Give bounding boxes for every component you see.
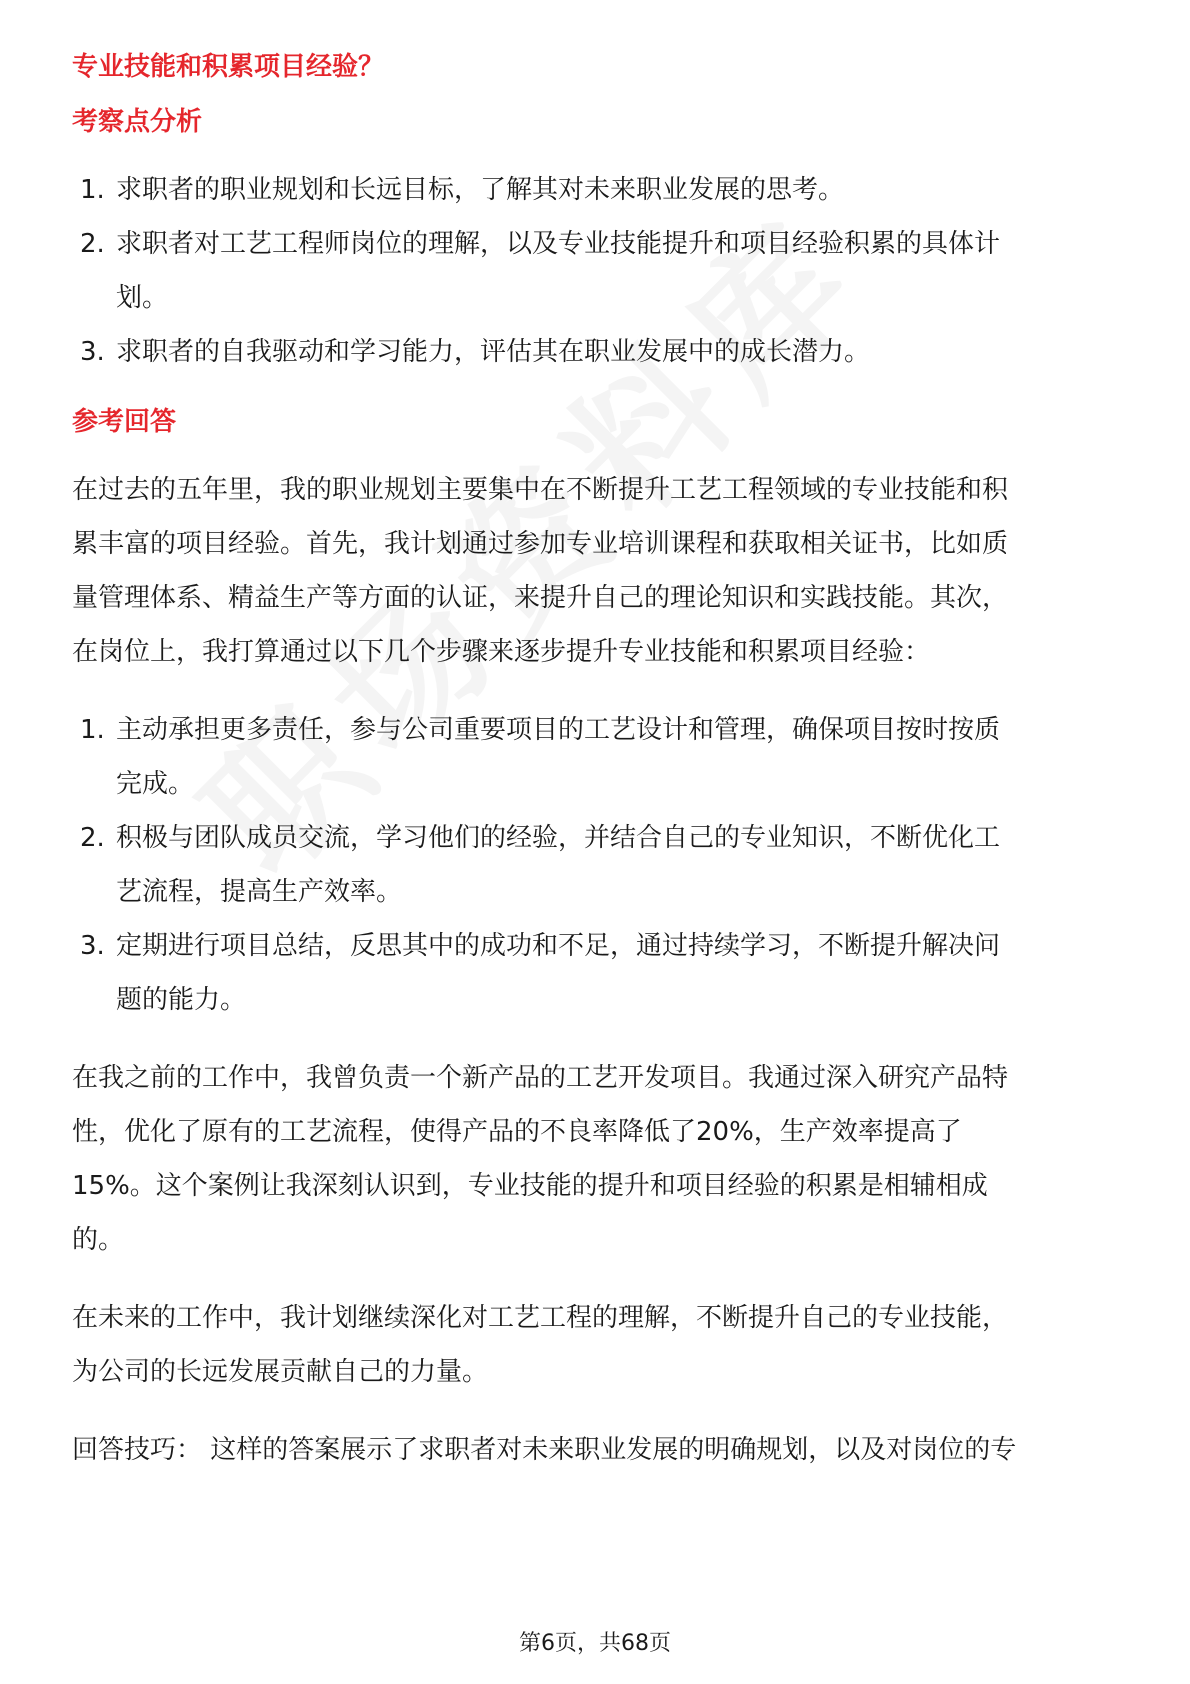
list-item-text: 完成。 — [116, 769, 195, 799]
paragraph-line: 回答技巧： 这样的答案展示了求职者对未来职业发展的明确规划，以及对岗位的专 — [72, 1435, 1017, 1465]
list-item-text: 定期进行项目总结，反思其中的成功和不足，通过持续学习，不断提升解决问 — [116, 931, 1001, 961]
list-item-text: 求职者对工艺工程师岗位的理解，以及专业技能提升和项目经验积累的具体计 — [116, 229, 1001, 259]
paragraph-line: 的。 — [72, 1225, 125, 1255]
paragraph-line: 15%。这个案例让我深刻认识到，专业技能的提升和项目经验的积累是相辅相成 — [72, 1171, 988, 1201]
paragraph-line: 为公司的长远发展贡献自己的力量。 — [72, 1357, 489, 1387]
paragraph-line: 在岗位上，我打算通过以下几个步骤来逐步提升专业技能和积累项目经验： — [72, 637, 931, 667]
paragraph-line: 在未来的工作中，我计划继续深化对工艺工程的理解，不断提升自己的专业技能， — [72, 1303, 1009, 1333]
list-item-text: 求职者的职业规划和长远目标，了解其对未来职业发展的思考。 — [116, 175, 845, 205]
paragraph-line: 在我之前的工作中，我曾负责一个新产品的工艺开发项目。我通过深入研究产品特 — [72, 1063, 1009, 1093]
section-heading-answer: 参考回答 — [72, 407, 177, 437]
list-item-text: 艺流程，提高生产效率。 — [116, 877, 403, 907]
question-heading: 专业技能和积累项目经验？ — [72, 52, 385, 82]
paragraph-line: 性，优化了原有的工艺流程，使得产品的不良率降低了20%，生产效率提高了 — [72, 1117, 962, 1147]
list-item-number: 1. — [80, 175, 105, 205]
paragraph-line: 量管理体系、精益生产等方面的认证，来提升自己的理论知识和实践技能。其次， — [72, 583, 1009, 613]
section-heading-analysis: 考察点分析 — [72, 107, 203, 137]
list-item-text: 划。 — [116, 283, 169, 313]
list-item-number: 2. — [80, 823, 105, 853]
list-item-text: 求职者的自我驱动和学习能力，评估其在职业发展中的成长潜力。 — [116, 337, 871, 367]
list-item-number: 3. — [80, 931, 105, 961]
page-footer: 第6页，共68页 — [519, 1631, 671, 1656]
list-item-text: 积极与团队成员交流，学习他们的经验，并结合自己的专业知识，不断优化工 — [116, 823, 1001, 853]
list-item-number: 2. — [80, 229, 105, 259]
list-item-number: 3. — [80, 337, 105, 367]
list-item-text: 题的能力。 — [116, 985, 247, 1015]
list-item-text: 主动承担更多责任，参与公司重要项目的工艺设计和管理，确保项目按时按质 — [116, 715, 1001, 745]
paragraph-line: 累丰富的项目经验。首先，我计划通过参加专业培训课程和获取相关证书，比如质 — [72, 529, 1009, 559]
list-item-number: 1. — [80, 715, 105, 745]
paragraph-line: 在过去的五年里，我的职业规划主要集中在不断提升工艺工程领域的专业技能和积 — [72, 475, 1009, 505]
